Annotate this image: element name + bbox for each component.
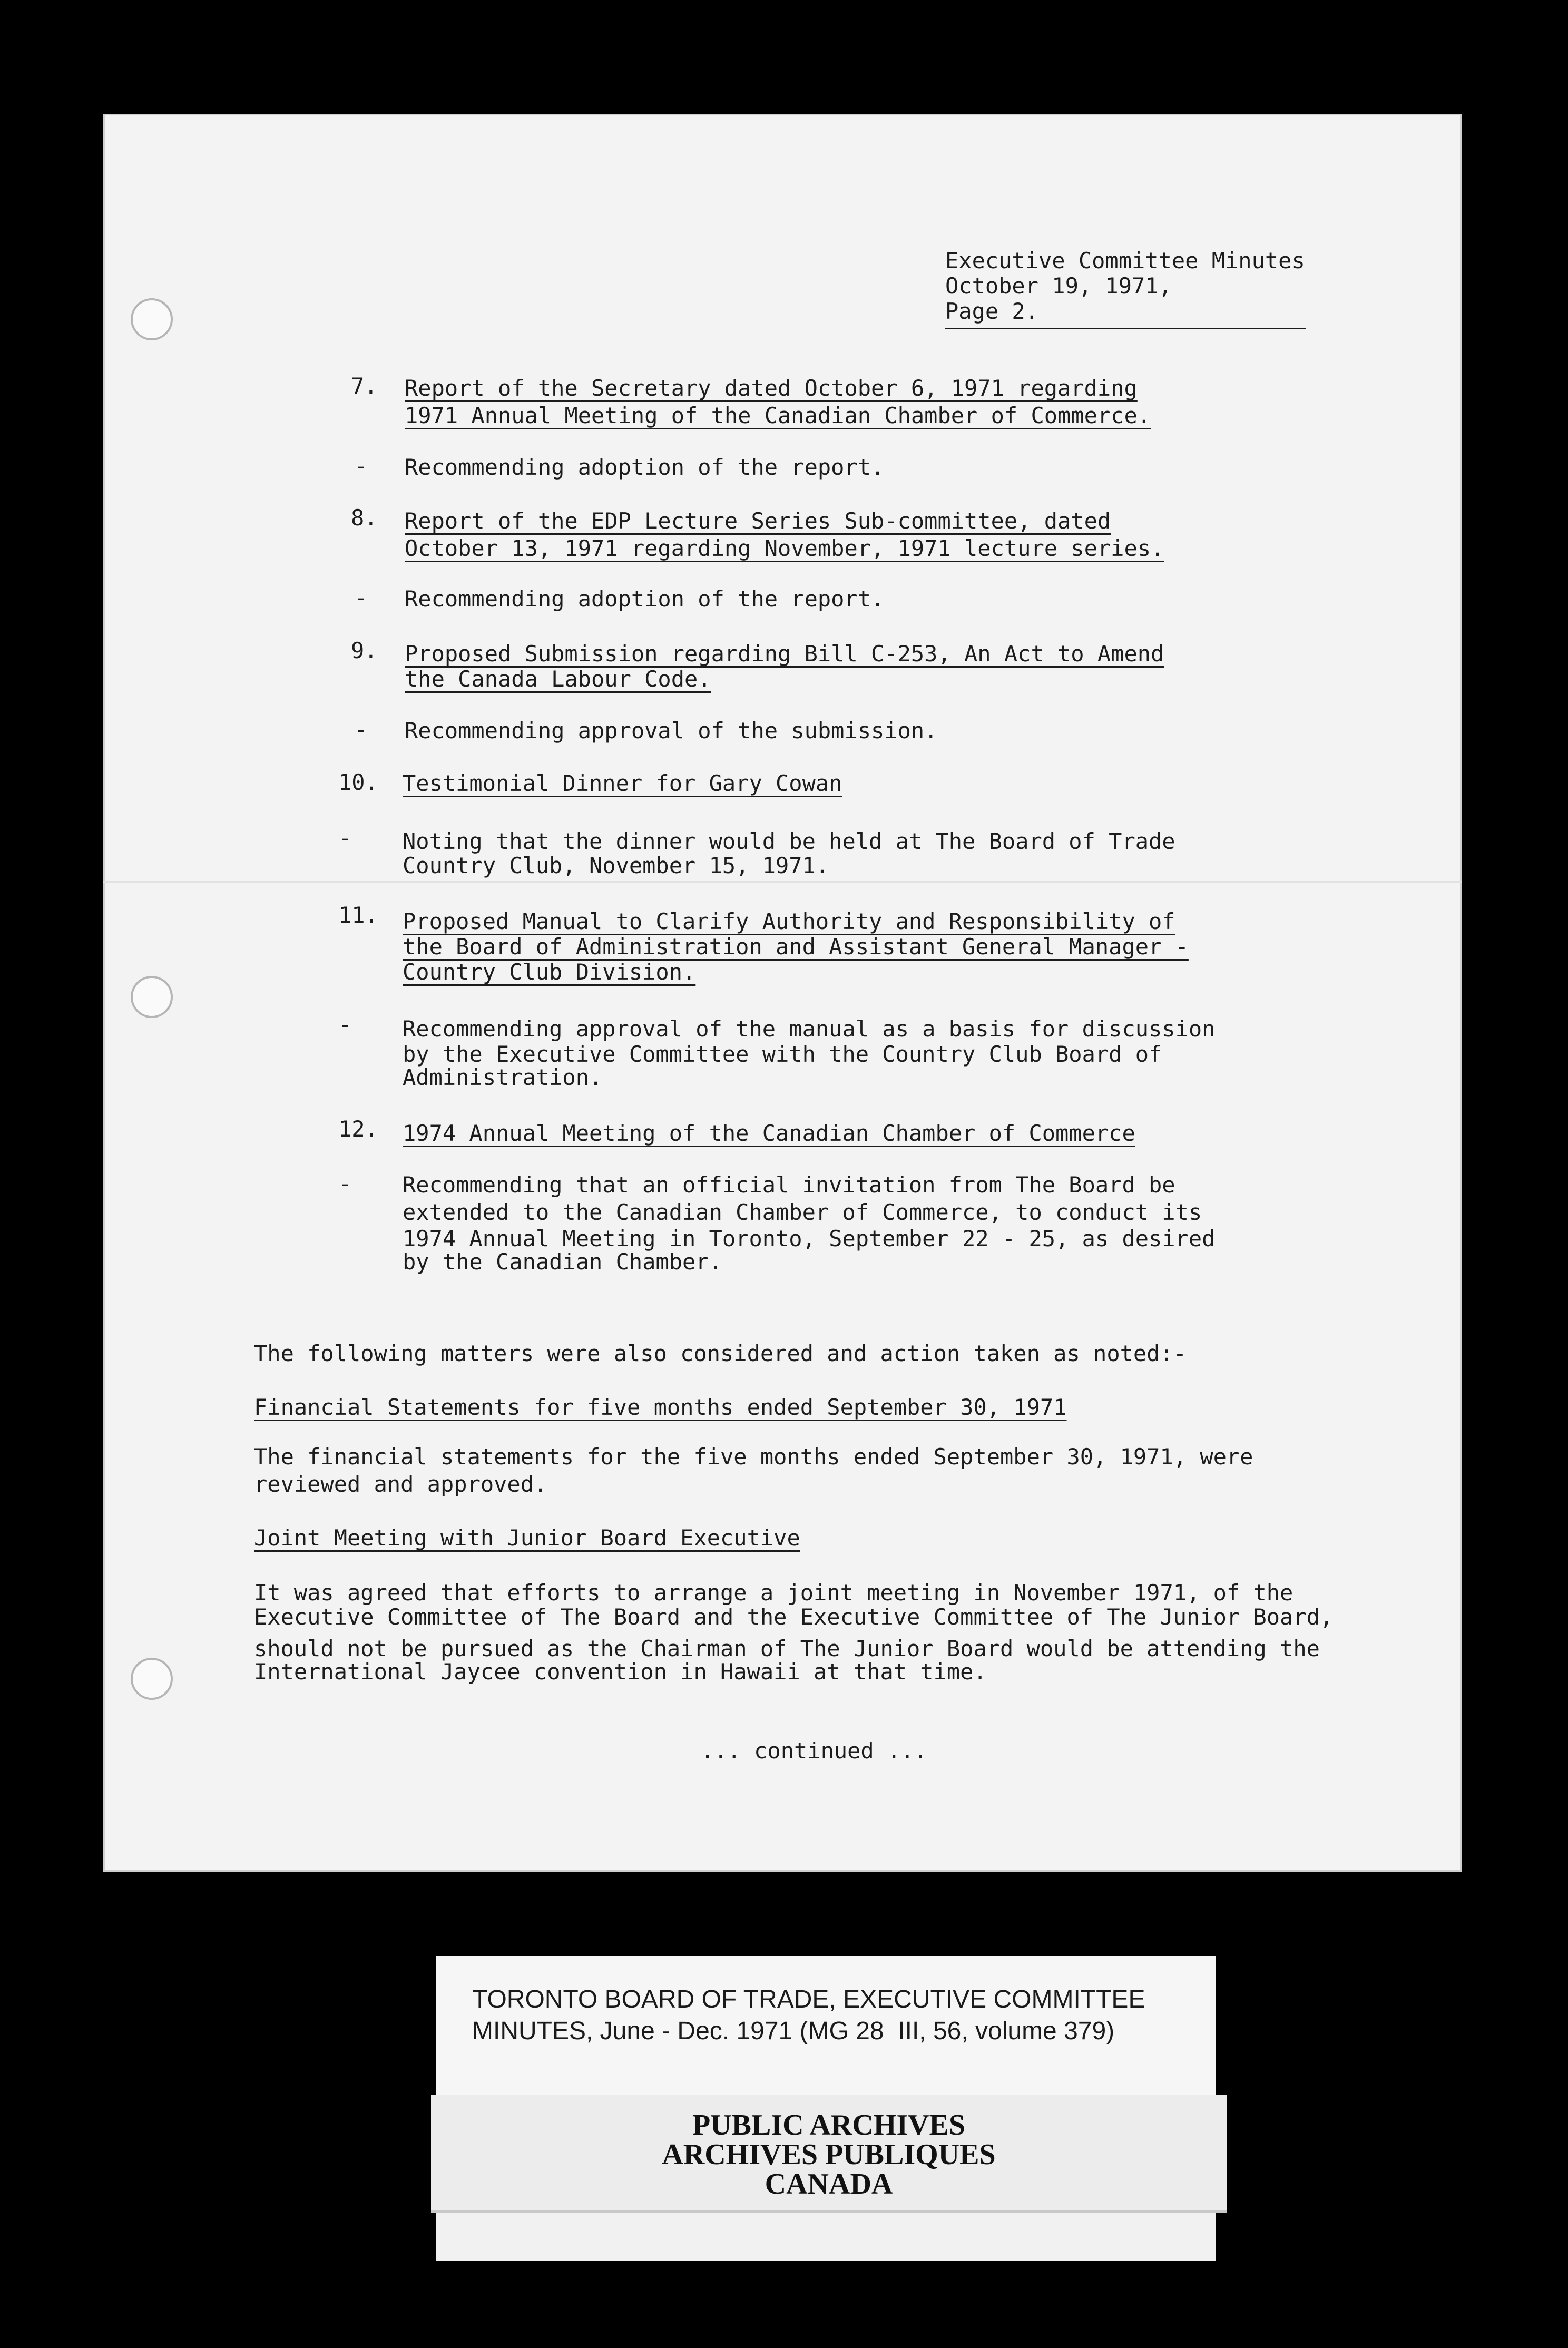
archive-card-line: MINUTES, June - Dec. 1971 (MG 28 III, 56, volume 379) — [472, 2017, 1115, 2045]
item-note: Recommending adoption of the report. — [405, 454, 885, 480]
item-title: Testimonial Dinner for Gary Cowan — [403, 770, 842, 796]
item-note: by the Canadian Chamber. — [403, 1249, 722, 1275]
item-number: 11. — [338, 902, 378, 928]
item-title: Report of the EDP Lecture Series Sub-committee, dated — [405, 508, 1111, 534]
punch-hole-bottom — [131, 1658, 173, 1700]
financial-text: The financial statements for the five months ended September 30, 1971, were — [254, 1444, 1253, 1470]
item-title: Country Club Division. — [403, 959, 696, 985]
item-title: October 13, 1971 regarding November, 1971 lecture series. — [405, 535, 1164, 561]
joint-text: It was agreed that efforts to arrange a joint meeting in November 1971, of the — [254, 1580, 1293, 1606]
archive-stamp-line: ARCHIVES PUBLIQUES — [662, 2138, 996, 2171]
joint-text: International Jaycee convention in Hawaii at that time. — [254, 1659, 987, 1685]
section-heading-joint: Joint Meeting with Junior Board Executive — [254, 1525, 800, 1551]
item-dash: - — [338, 1012, 352, 1038]
item-note: 1974 Annual Meeting in Toronto, September 22 - 25, as desired — [403, 1226, 1216, 1251]
archive-stamp-line: PUBLIC ARCHIVES — [692, 2109, 966, 2141]
section-heading-financial: Financial Statements for five months ended September 30, 1971 — [254, 1394, 1067, 1420]
continued-marker: ... continued ... — [701, 1738, 927, 1764]
item-note: Administration. — [403, 1064, 603, 1090]
item-note: Noting that the dinner would be held at The Board of Trade — [403, 828, 1175, 854]
item-number: 10. — [338, 769, 378, 795]
item-dash: - — [338, 825, 352, 851]
item-dash: - — [354, 453, 368, 479]
joint-text: should not be pursued as the Chairman of The Junior Board would be attending the — [254, 1636, 1320, 1661]
item-title: Report of the Secretary dated October 6, 1971 regarding — [405, 375, 1138, 401]
archive-stamp-line: CANADA — [765, 2168, 893, 2200]
item-title: Proposed Manual to Clarify Authority and Responsibility of — [403, 908, 1175, 934]
item-title: Proposed Submission regarding Bill C-253, An Act to Amend — [405, 641, 1164, 667]
joint-text: Executive Committee of The Board and the Executive Committee of The Junior Board, — [254, 1604, 1334, 1630]
item-number: 7. — [351, 373, 378, 399]
header-rule — [945, 328, 1306, 329]
item-note: Recommending approval of the manual as a basis for discussion — [403, 1016, 1216, 1042]
item-title: the Canada Labour Code. — [405, 666, 711, 692]
item-note: by the Executive Committee with the Country Club Board of — [403, 1041, 1162, 1067]
item-title: 1971 Annual Meeting of the Canadian Chamber of Commerce. — [405, 403, 1151, 428]
header-page: Page 2. — [945, 298, 1039, 324]
item-dash: - — [354, 585, 368, 611]
item-note: extended to the Canadian Chamber of Commerce, to conduct its — [403, 1199, 1202, 1225]
archive-card-line: TORONTO BOARD OF TRADE, EXECUTIVE COMMITTEE — [472, 1985, 1145, 2013]
item-note: Country Club, November 15, 1971. — [403, 853, 829, 878]
intro-paragraph: The following matters were also considered and action taken as noted:- — [254, 1341, 1187, 1366]
item-number: 8. — [351, 505, 378, 531]
item-title: 1974 Annual Meeting of the Canadian Chamber of Commerce — [403, 1120, 1135, 1146]
item-number: 12. — [338, 1116, 378, 1142]
item-note: Recommending that an official invitation from The Board be — [403, 1172, 1175, 1198]
financial-text: reviewed and approved. — [254, 1471, 547, 1497]
item-dash: - — [338, 1171, 352, 1197]
item-title: the Board of Administration and Assistant General Manager - — [403, 934, 1189, 960]
punch-hole-middle — [131, 976, 173, 1018]
item-note: Recommending approval of the submission. — [405, 718, 938, 743]
archive-stamp — [431, 2095, 1227, 2210]
item-dash: - — [354, 717, 368, 742]
item-number: 9. — [351, 638, 378, 663]
punch-hole-top — [131, 298, 173, 340]
item-note: Recommending adoption of the report. — [405, 586, 885, 612]
fold-crease — [103, 880, 1462, 883]
header-date: October 19, 1971, — [945, 273, 1172, 299]
archive-card-base — [436, 2213, 1216, 2261]
header-title: Executive Committee Minutes — [945, 248, 1305, 273]
